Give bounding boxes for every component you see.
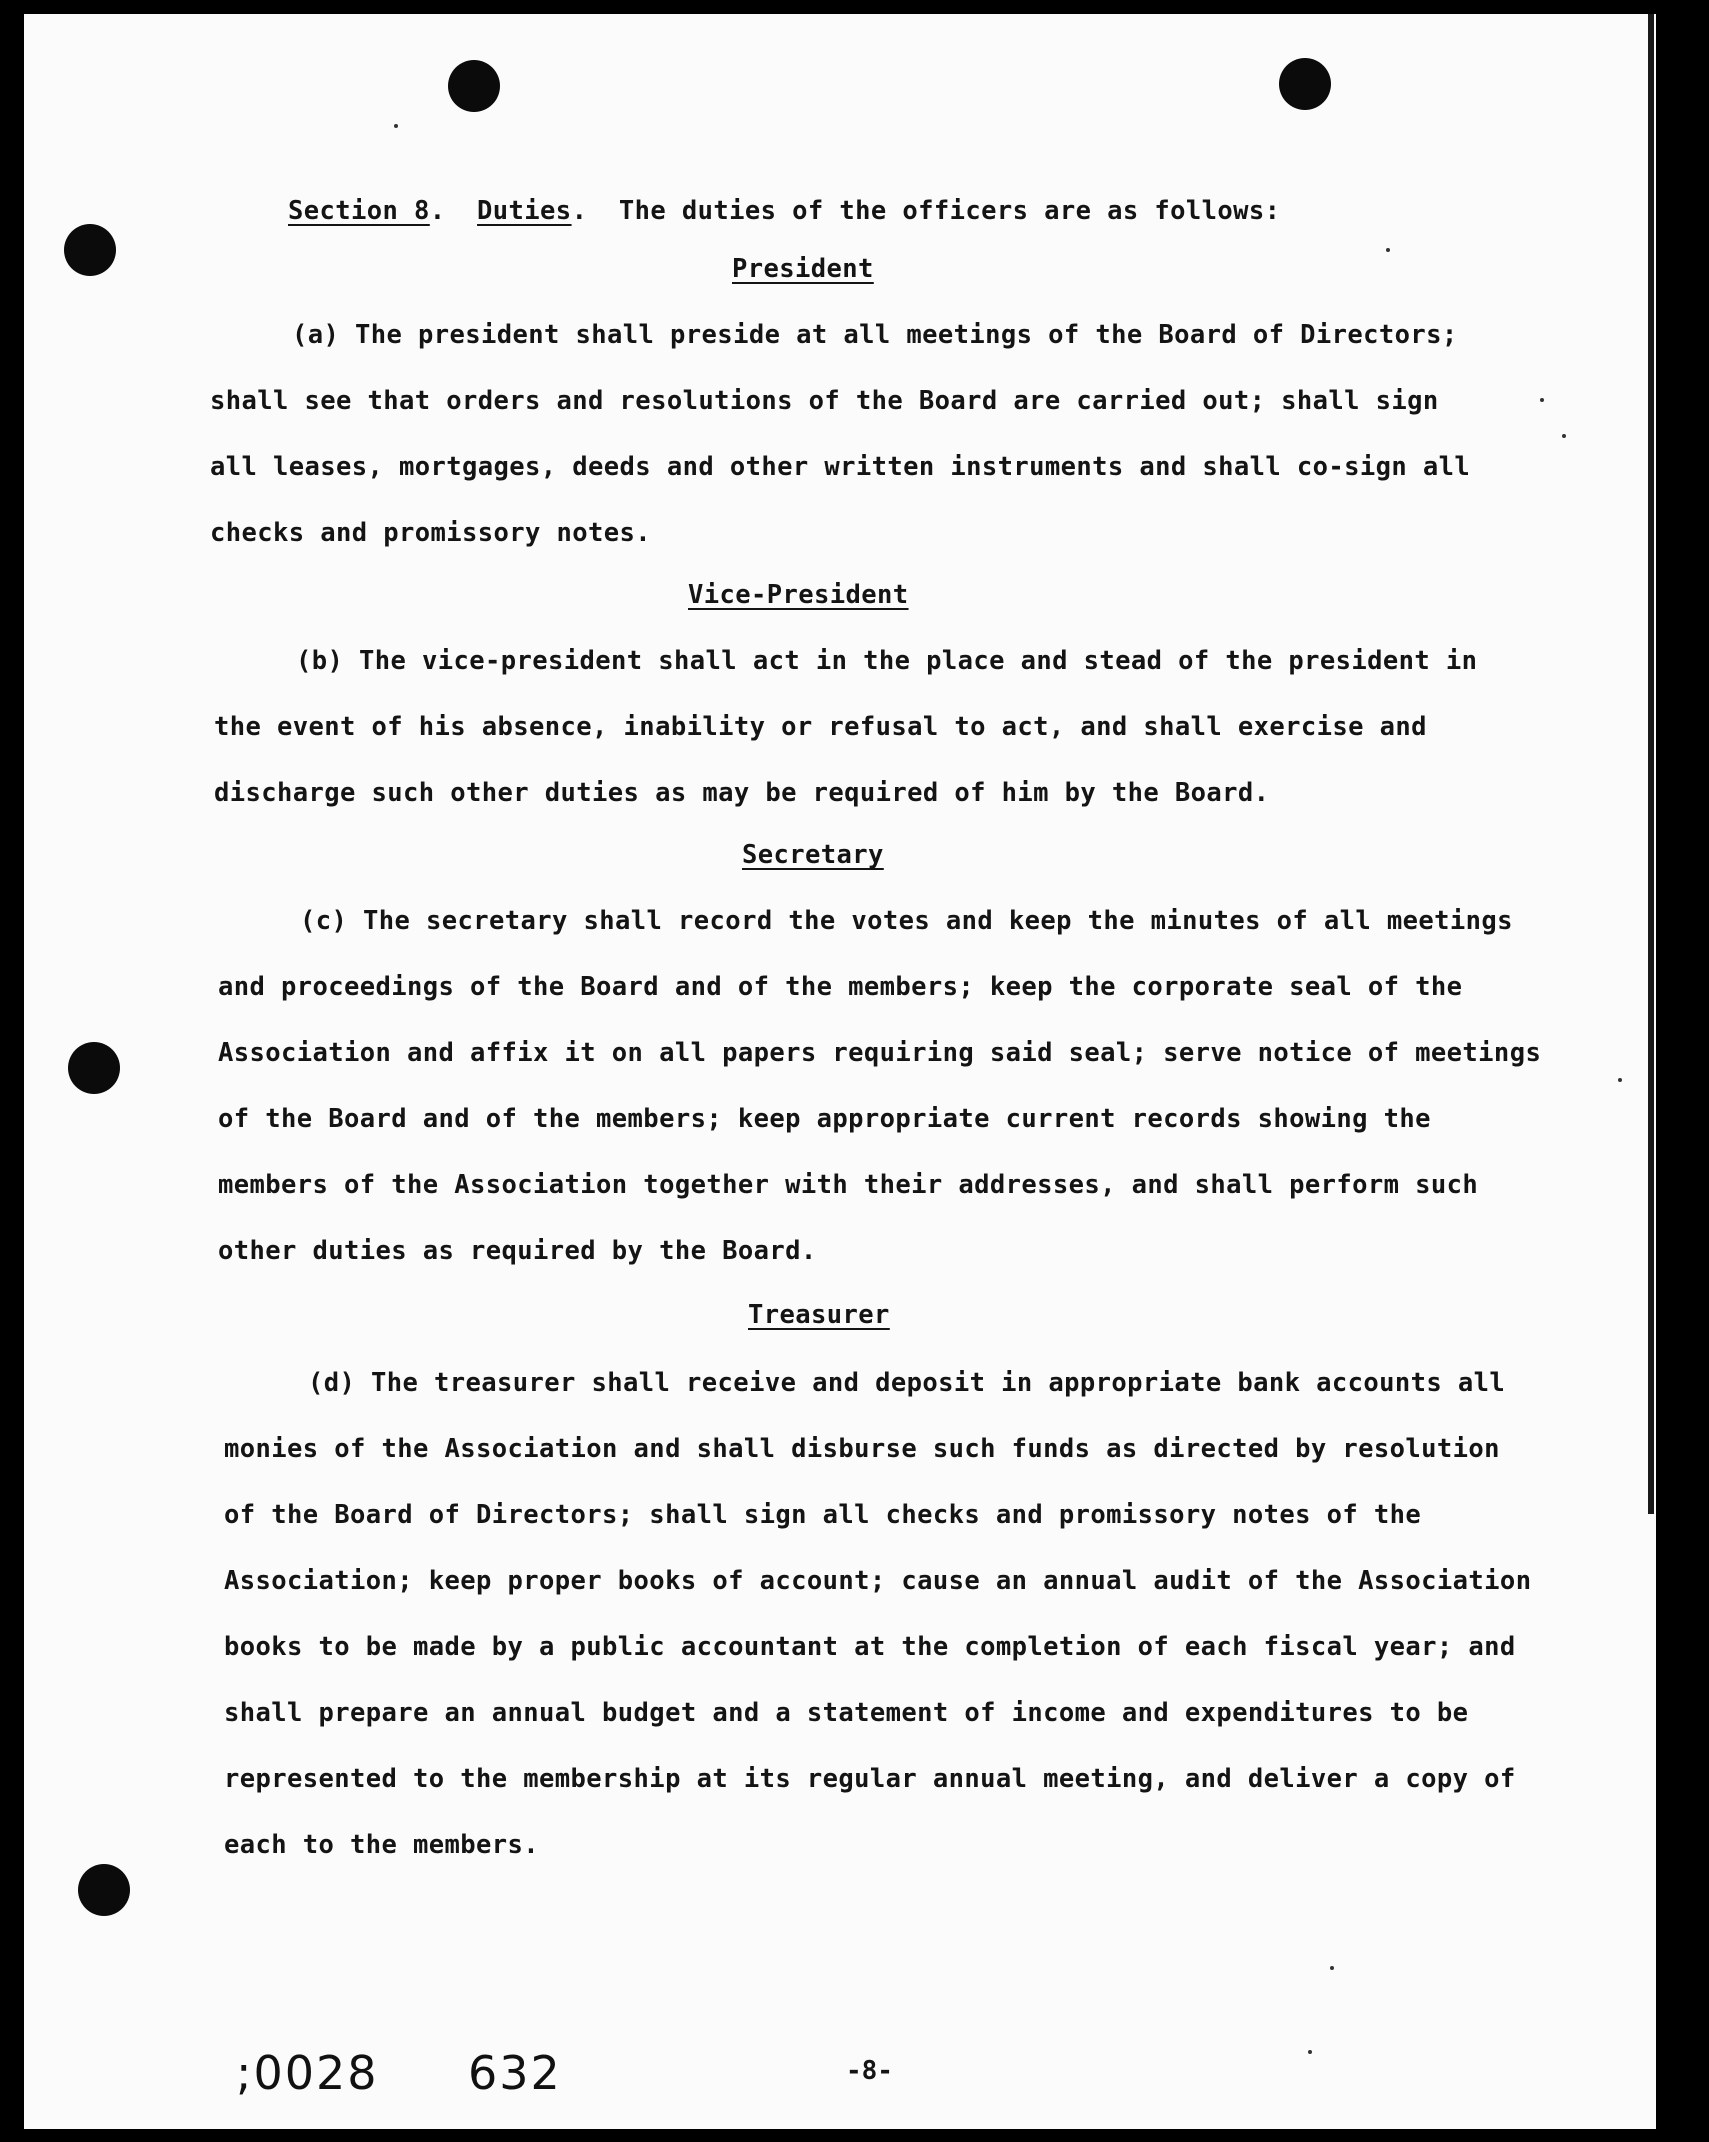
treasurer-line: each to the members. <box>224 1830 540 1860</box>
secretary-heading: Secretary <box>742 840 884 870</box>
secretary-line: members of the Association together with their addresses, and shall perform such <box>218 1170 1479 1200</box>
page-edge-shadow <box>1648 14 1654 1514</box>
speck <box>1562 434 1566 438</box>
treasurer-line: of the Board of Directors; shall sign all checks and promissory notes of the <box>224 1500 1422 1530</box>
section-label: Section 8 <box>288 196 430 226</box>
section-intro: The duties of the officers are as follows: <box>618 196 1281 226</box>
speck <box>1330 1966 1334 1970</box>
vice-president-heading: Vice-President <box>688 580 909 610</box>
speck <box>1386 248 1390 252</box>
document-number-2: 632 <box>468 2046 562 2100</box>
vice-president-line: discharge such other duties as may be required of him by the Board. <box>214 778 1270 808</box>
president-line: all leases, mortgages, deeds and other written instruments and shall co-sign all <box>210 452 1471 482</box>
treasurer-line: monies of the Association and shall disburse such funds as directed by resolution <box>224 1434 1500 1464</box>
speck <box>1308 2050 1312 2054</box>
punch-hole <box>68 1042 120 1094</box>
treasurer-line: books to be made by a public accountant at the completion of each fiscal year; and <box>224 1632 1516 1662</box>
punch-hole <box>64 224 116 276</box>
treasurer-heading: Treasurer <box>748 1300 890 1330</box>
president-line: shall see that orders and resolutions of the Board are carried out; shall sign <box>210 386 1439 416</box>
document-number: ;0028 <box>236 2046 379 2100</box>
speck <box>1618 1078 1622 1082</box>
secretary-line: other duties as required by the Board. <box>218 1236 817 1266</box>
secretary-line: (c) The secretary shall record the votes and keep the minutes of all meetings <box>300 906 1513 936</box>
treasurer-line: (d) The treasurer shall receive and deposit in appropriate bank accounts all <box>308 1368 1506 1398</box>
section-title: Duties <box>477 196 572 226</box>
secretary-line: Association and affix it on all papers requiring said seal; serve notice of meetings <box>218 1038 1542 1068</box>
president-line: (a) The president shall preside at all meetings of the Board of Directors; <box>292 320 1458 350</box>
vice-president-line: the event of his absence, inability or refusal to act, and shall exercise and <box>214 712 1427 742</box>
secretary-line: and proceedings of the Board and of the members; keep the corporate seal of the <box>218 972 1463 1002</box>
secretary-line: of the Board and of the members; keep appropriate current records showing the <box>218 1104 1431 1134</box>
treasurer-line: shall prepare an annual budget and a statement of income and expenditures to be <box>224 1698 1469 1728</box>
punch-hole <box>1279 58 1331 110</box>
president-heading: President <box>732 254 874 284</box>
speck <box>394 124 398 128</box>
punch-hole <box>78 1864 130 1916</box>
president-line: checks and promissory notes. <box>210 518 652 548</box>
section-heading: Section 8. Duties. The duties of the officers are as follows: <box>288 196 1281 226</box>
treasurer-line: represented to the membership at its regular annual meeting, and deliver a copy of <box>224 1764 1516 1794</box>
treasurer-line: Association; keep proper books of account; cause an annual audit of the Association <box>224 1566 1532 1596</box>
page-number: -8- <box>846 2056 893 2086</box>
speck <box>1540 398 1544 402</box>
punch-hole <box>448 60 500 112</box>
vice-president-line: (b) The vice-president shall act in the place and stead of the president in <box>296 646 1478 676</box>
